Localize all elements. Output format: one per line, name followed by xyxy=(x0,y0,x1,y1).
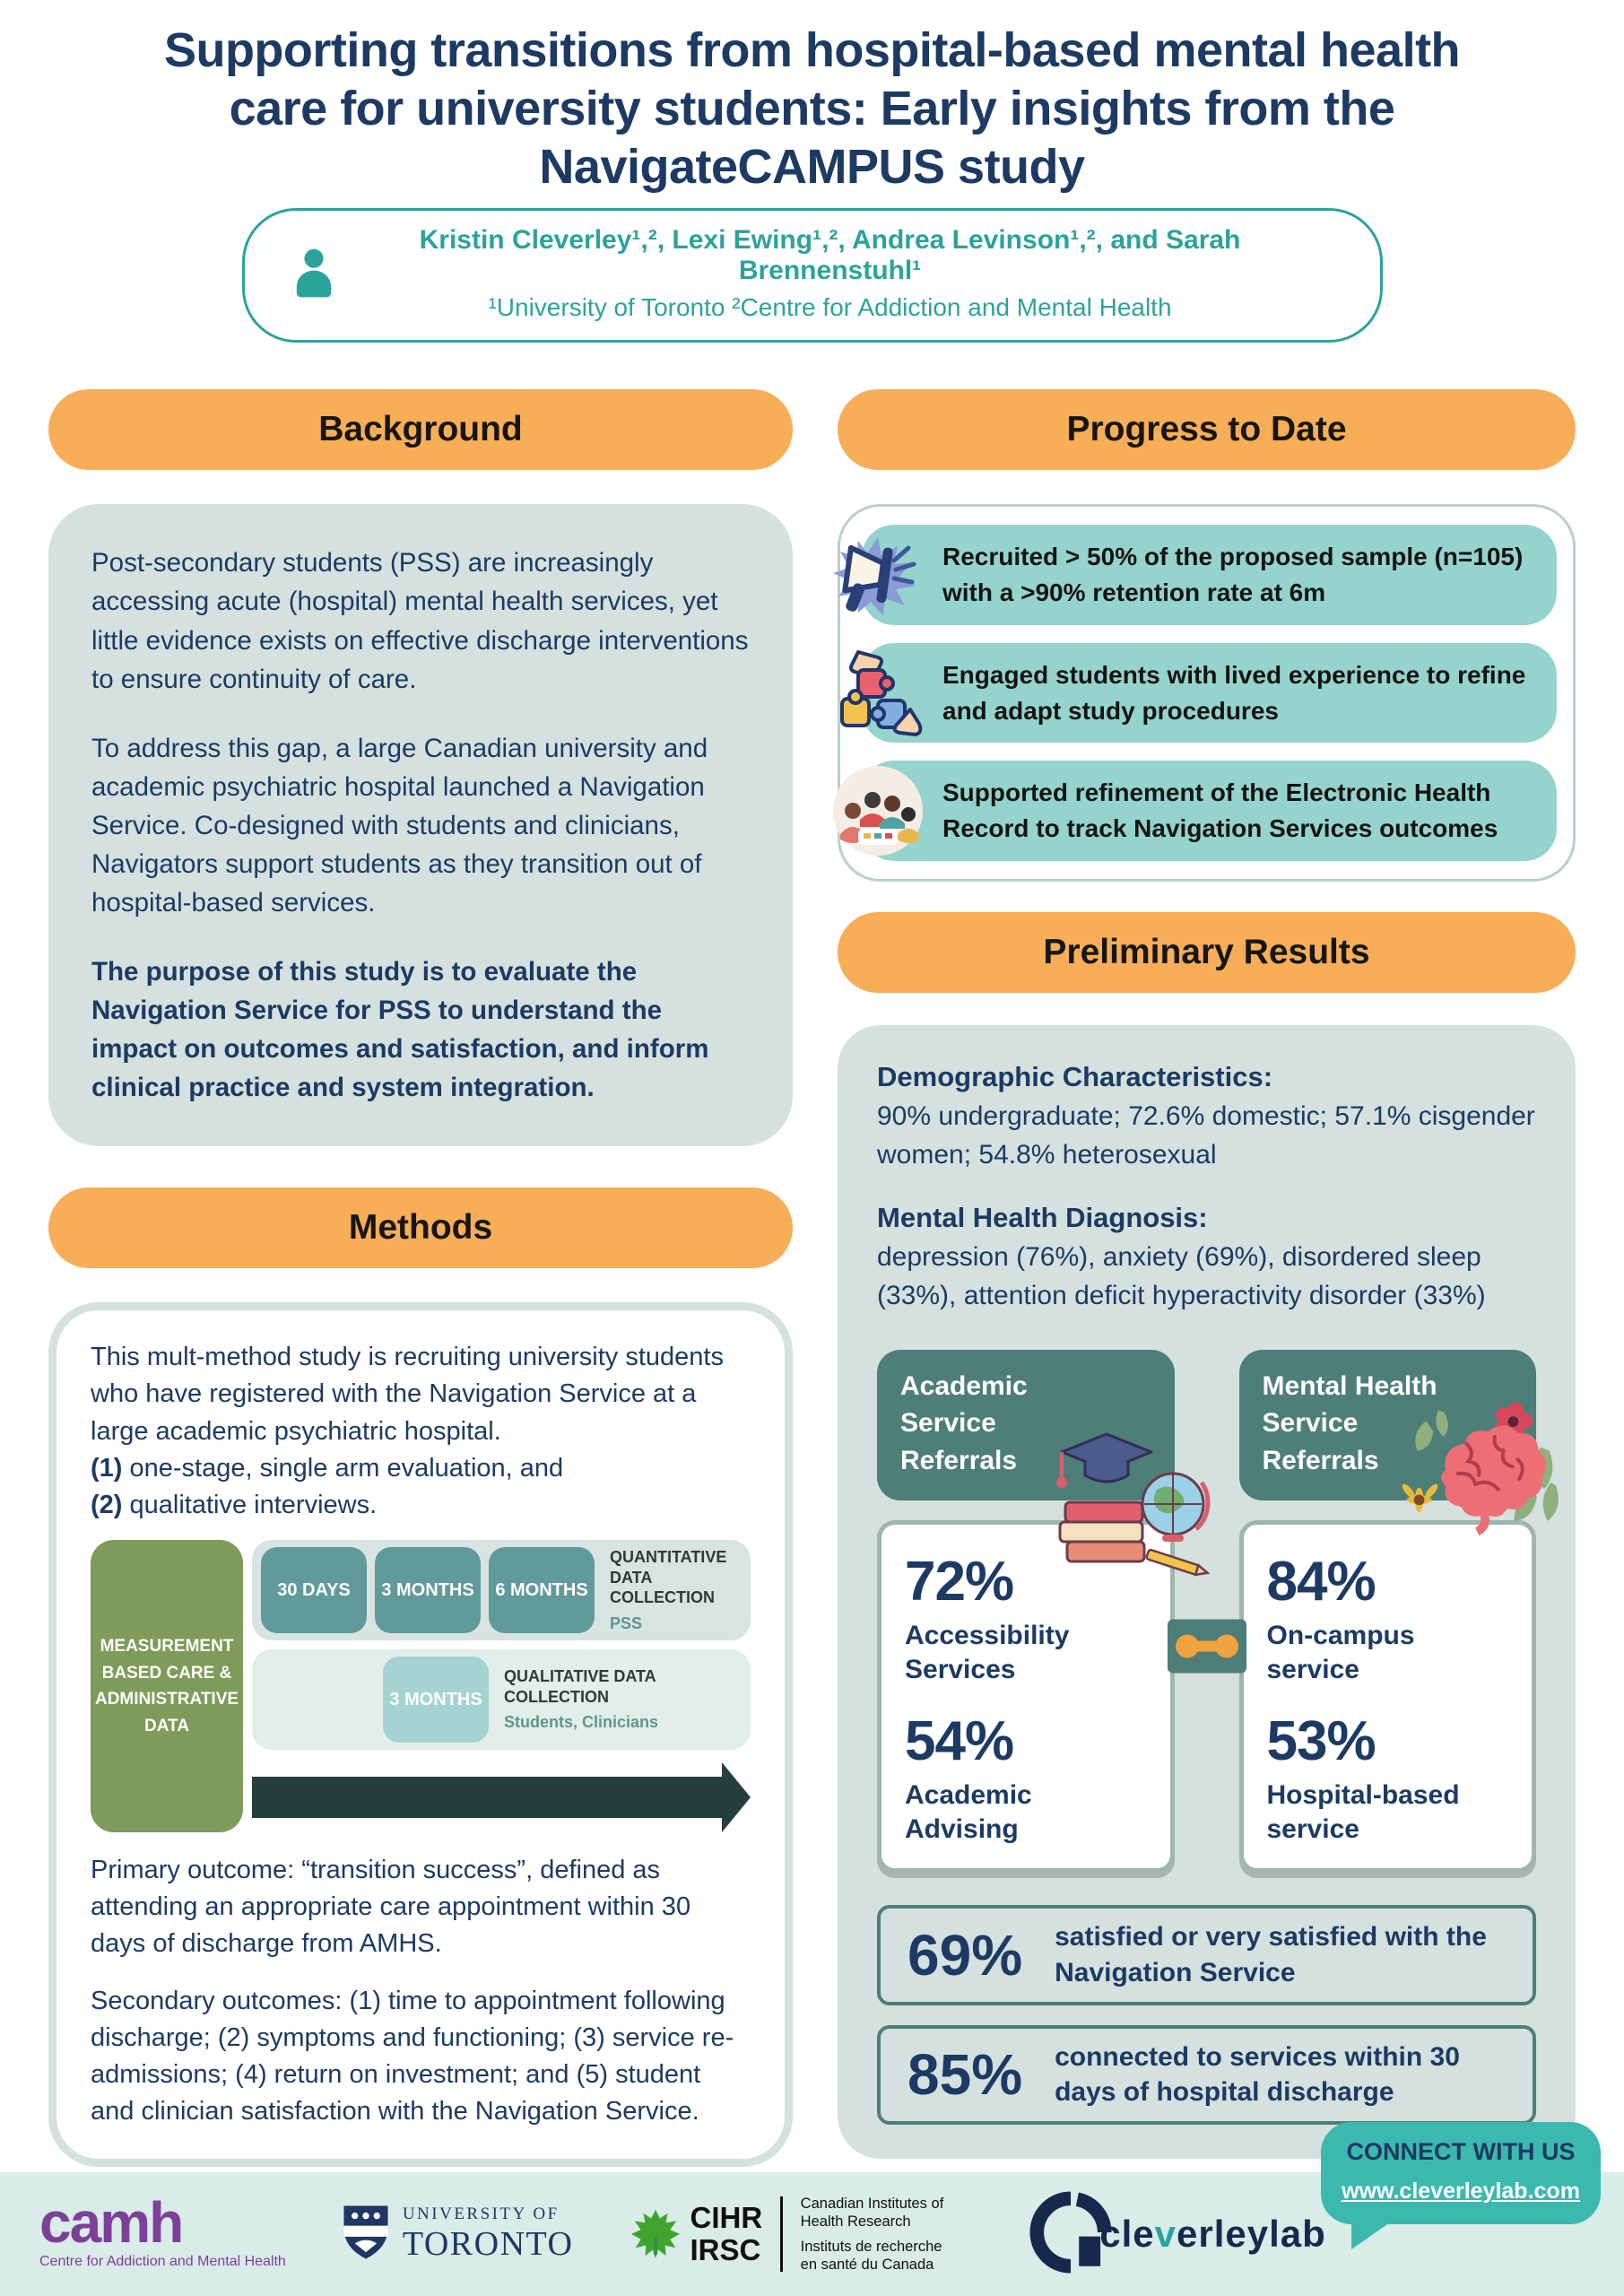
quantitative-row xyxy=(252,1540,751,1640)
team-icon xyxy=(831,764,925,857)
referrals-section xyxy=(877,1350,1536,1874)
cihr-name-fr-1: Instituts de recherche xyxy=(800,2239,942,2255)
poster-title xyxy=(0,0,1624,196)
timeline-box-6-months: 6 MONTHS xyxy=(489,1547,595,1633)
academic-referrals-header xyxy=(877,1350,1175,1500)
connect-title: CONNECT WITH US xyxy=(1346,2138,1576,2165)
satisfaction-text: satisfied or very satisfied with the Navigation Service xyxy=(1055,1922,1487,1988)
uoft-wordmark xyxy=(403,2205,574,2264)
quantitative-label: QUANTITATIVE DATA COLLECTION xyxy=(610,1548,727,1607)
progress-header-pill: Progress to Date xyxy=(838,389,1576,470)
timeline-box-30-days: 30 DAYS xyxy=(261,1547,367,1633)
affiliations-line: ¹University of Toronto ²Centre for Addiction and Mental Health xyxy=(488,293,1172,322)
progress-item-text: Supported refinement of the Electronic Health Record to track Navigation Services outcomes xyxy=(862,761,1557,861)
academic-title-line: Academic xyxy=(900,1370,1028,1401)
cihr-acr-en: CIHR xyxy=(690,2201,763,2235)
progress-item-text: Recruited > 50% of the proposed sample (n=105) with a >90% retention rate at 6m xyxy=(862,525,1557,625)
mental-title-line: Referrals xyxy=(1262,1445,1379,1475)
cihr-acronyms xyxy=(690,2202,763,2266)
person-icon xyxy=(293,248,334,304)
puzzle-icon xyxy=(831,647,925,740)
academic-art-icon xyxy=(1049,1396,1211,1595)
methods-item-2-label: (2) xyxy=(91,1490,123,1519)
qualitative-sub: Students, Clinicians xyxy=(504,1713,659,1732)
connect-url-link[interactable]: www.cleverleylab.com xyxy=(1342,2179,1580,2204)
methods-intro: This mult-method study is recruiting university students who have registered with the Navigation Service at a large academic psychiatric hospital. xyxy=(91,1343,724,1446)
cleverleylab-wordmark xyxy=(1099,2213,1326,2256)
mental-title-line: Mental Health xyxy=(1262,1370,1437,1401)
progress-item-ehr xyxy=(862,761,1557,861)
timeline-box-qual-3-months: 3 MONTHS xyxy=(383,1657,489,1743)
author-card xyxy=(242,208,1383,343)
background-body xyxy=(48,504,793,1146)
demographics-label: Demographic Characteristics: xyxy=(877,1060,1273,1092)
left-column xyxy=(48,389,793,2167)
connection-text: connected to services within 30 days of hospital discharge xyxy=(1055,2041,1460,2108)
diagnosis-label: Mental Health Diagnosis: xyxy=(877,1201,1208,1233)
mental-referrals-card xyxy=(1239,1520,1537,1874)
study-timeline-diagram xyxy=(91,1540,751,1832)
authors-line: Kristin Cleverley¹,², Lexi Ewing¹,², Andrea Levinson¹,², and Sarah Brennenstuhl¹ xyxy=(419,225,1241,286)
qualitative-label-block xyxy=(504,1666,742,1733)
connection-value: 85% xyxy=(908,2042,1023,2108)
lab-word-v: v xyxy=(1154,2213,1177,2255)
connection-box xyxy=(877,2025,1536,2125)
satisfaction-box xyxy=(877,1905,1536,2005)
mental-title-line: Service xyxy=(1262,1408,1359,1439)
uoft-crest-icon xyxy=(342,2204,390,2266)
mental-referrals-header xyxy=(1239,1350,1537,1500)
cihr-divider xyxy=(780,2196,783,2272)
stat-label: On-campus service xyxy=(1266,1620,1415,1685)
camh-subtext: Centre for Addiction and Mental Health xyxy=(39,2254,286,2270)
camh-logo xyxy=(39,2189,286,2270)
cihr-acr-fr: IRSC xyxy=(690,2233,761,2266)
camh-wordmark: camh xyxy=(39,2189,183,2255)
right-column xyxy=(838,389,1576,2158)
measurement-box: MEASUREMENT BASED CARE & ADMINISTRATIVE DATA xyxy=(91,1540,243,1832)
title-line-3: NavigateCAMPUS study xyxy=(539,139,1085,194)
lab-word-post: erleylab xyxy=(1177,2213,1326,2255)
timeline-arrow-head xyxy=(722,1762,751,1832)
uoft-line-2: TORONTO xyxy=(402,2225,574,2263)
progress-item-engagement xyxy=(862,643,1557,744)
methods-item-1 xyxy=(91,1450,751,1487)
cihr-names xyxy=(801,2195,944,2274)
background-paragraph-1: Post-secondary students (PSS) are increasingly accessing acute (hospital) mental health services, yet little evidence exists on effective discharge interventions to ensure continuity of care. xyxy=(91,548,749,694)
cihr-logo xyxy=(630,2195,944,2274)
academic-referrals-column xyxy=(877,1350,1175,1874)
timeline-arrow xyxy=(252,1762,751,1832)
stat-label: Academic Advising xyxy=(905,1779,1032,1845)
methods-item-2 xyxy=(91,1487,751,1524)
progress-item-recruitment xyxy=(862,525,1557,625)
satisfaction-value: 69% xyxy=(908,1923,1023,1988)
methods-item-1-text: one-stage, single arm evaluation, and xyxy=(122,1453,564,1483)
stat-label: Hospital-based service xyxy=(1266,1779,1460,1845)
link-icon xyxy=(1168,1619,1246,1677)
megaphone-icon xyxy=(831,528,925,622)
content-columns xyxy=(0,389,1624,2167)
cihr-name-en-1: Canadian Institutes of xyxy=(800,2195,944,2212)
background-header-pill: Background xyxy=(48,389,793,470)
cleverleylab-logo xyxy=(1029,2191,1326,2278)
demographics-text: 90% undergraduate; 72.6% domestic; 57.1% cisgender women; 54.8% heterosexual xyxy=(877,1100,1535,1170)
progress-item-text: Engaged students with lived experience to refine and adapt study procedures xyxy=(862,643,1557,744)
methods-item-2-text: qualitative interviews. xyxy=(122,1490,378,1519)
secondary-outcomes: Secondary outcomes: (1) time to appointment following discharge; (2) symptoms and functioning; (3) service re-admissions; (4) return on investment; and (5) student and clinician satisfaction with the Navigation Service. xyxy=(91,1986,734,2126)
mental-referrals-column xyxy=(1239,1350,1537,1874)
cihr-name-en-2: Health Research xyxy=(800,2213,911,2230)
background-paragraph-2: To address this gap, a large Canadian university and academic psychiatric hospital launched a Navigation Service. Co-designed with students and clinicians, Navigators support students as they transition out of hospital-based services. xyxy=(91,733,708,918)
title-line-1: Supporting transitions from hospital-based mental health xyxy=(163,23,1461,77)
stat-value: 72% xyxy=(905,1550,1014,1613)
stat-value: 54% xyxy=(905,1709,1014,1772)
quantitative-label-block xyxy=(610,1547,742,1633)
primary-outcome: Primary outcome: “transition success”, defined as attending an appropriate care appointment within 30 days of discharge from AMHS. xyxy=(91,1856,691,1959)
cihr-leaf-icon xyxy=(630,2206,682,2263)
qualitative-row xyxy=(252,1649,751,1750)
academic-title-line: Referrals xyxy=(900,1445,1018,1475)
lab-word-pre: cle xyxy=(1099,2213,1155,2255)
results-box xyxy=(838,1025,1576,2159)
stat-label: Accessibility Services xyxy=(905,1620,1070,1685)
diagnosis-text: depression (76%), anxiety (69%), disordered sleep (33%), attention deficit hyperactivity disorder (33%) xyxy=(877,1241,1486,1311)
connect-bubble xyxy=(1321,2122,1601,2224)
background-purpose: The purpose of this study is to evaluate the Navigation Service for PSS to understand the impact on outcomes and satisfaction, and inform clinical practice and system integration. xyxy=(91,956,709,1103)
timeline-rows xyxy=(252,1540,751,1832)
stat-value: 53% xyxy=(1266,1709,1376,1772)
methods-header-pill: Methods xyxy=(48,1187,793,1268)
methods-body xyxy=(48,1302,793,2167)
timeline-arrow-bar xyxy=(252,1777,725,1818)
uoft-logo xyxy=(342,2204,574,2266)
quantitative-sub: PSS xyxy=(610,1613,643,1632)
uoft-line-1: UNIVERSITY OF xyxy=(402,2205,560,2223)
brain-art-icon xyxy=(1400,1386,1576,1571)
progress-box xyxy=(838,504,1576,882)
title-line-2: care for university students: Early insights from the xyxy=(229,81,1395,135)
stat-value: 84% xyxy=(1266,1550,1376,1613)
cihr-name-fr-2: en santé du Canada xyxy=(800,2257,934,2274)
qualitative-label: QUALITATIVE DATA COLLECTION xyxy=(504,1667,656,1706)
results-header-pill: Preliminary Results xyxy=(838,912,1576,993)
academic-title-line: Service xyxy=(900,1408,996,1439)
timeline-box-3-months: 3 MONTHS xyxy=(375,1547,481,1633)
methods-item-1-label: (1) xyxy=(91,1453,123,1483)
